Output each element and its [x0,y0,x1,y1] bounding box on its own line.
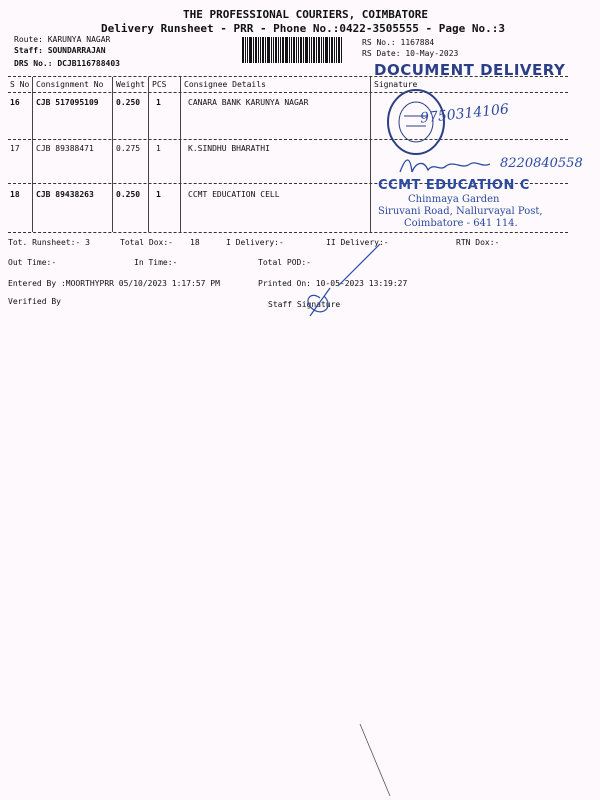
document-delivery-stamp: DOCUMENT DELIVERY [374,61,566,79]
route-label: Route: KARUNYA NAGAR [14,35,111,44]
barcode-bar [273,37,274,63]
column-divider [180,77,181,232]
table-bottom-rule [8,232,568,233]
row-divider [8,139,568,140]
ccmt-stamp-line2: Chinmaya Garden [408,194,500,205]
barcode-bar [289,37,290,63]
row-consignee: CCMT EDUCATION CELL [188,190,280,199]
barcode-bar [336,37,337,63]
barcode-bar [329,37,330,63]
barcode-bar [334,37,335,63]
barcode-bar [255,37,257,63]
handwritten-signature [396,152,496,180]
staff-signature-label: Staff Signature [268,300,341,309]
header-consignment: Consignment No [36,80,104,89]
row-consignment: CJB 517095109 [36,98,99,107]
i-delivery: I Delivery:- [226,238,284,247]
barcode-bar [313,37,315,63]
header-consignee-details: Consignee Details [184,80,266,89]
barcode-bar [280,37,281,63]
barcode-bar [260,37,261,63]
out-time: Out Time:- [8,258,57,267]
in-time: In Time:- [134,258,178,267]
column-divider [370,77,371,232]
barcode-bar [296,37,297,63]
ccmt-stamp-line3: Siruvani Road, Nallurvayal Post, [378,206,543,217]
barcode-bar [316,37,317,63]
barcode-bar [293,37,295,63]
verified-by: Verified By [8,297,61,306]
column-divider [112,77,113,232]
barcode-bar [267,37,270,63]
barcode-bar [305,37,308,63]
entered-by: Entered By :MOORTHYPRR 05/10/2023 1:17:57 PM [8,279,220,288]
barcode-bar [331,37,333,63]
table-top-rule [8,76,568,77]
row-weight: 0.275 [116,144,141,153]
column-divider [148,77,149,232]
printed-on: Printed On: 10-05-2023 13:19:27 [258,279,408,288]
ccmt-stamp-line4: Coimbatore - 641 114. [404,218,518,229]
barcode-bar [247,37,248,63]
row-consignment: CJB 89438263 [36,190,94,199]
header-pcs: PCS [152,80,167,89]
row-sno: 17 [10,144,20,153]
staff-label: Staff: SOUNDARRAJAN [14,46,106,55]
barcode-bar [300,37,302,63]
barcode-bar [245,37,246,63]
row-sno: 16 [10,98,20,107]
row-consignee: K.SINDHU BHARATHI [188,144,270,153]
total-pod: Total POD:- [258,258,311,267]
handwritten-phone-2: 8220840558 [500,156,583,171]
barcode [242,37,354,63]
header-sno: S No [10,80,30,89]
header-signature: Signature [374,80,418,89]
barcode-bar [262,37,264,63]
barcode-bar [282,37,284,63]
barcode-bar [258,37,259,63]
ii-delivery: II Delivery:- [326,238,389,247]
row-weight: 0.250 [116,98,141,107]
barcode-bar [271,37,272,63]
row-consignment: CJB 89388471 [36,144,94,153]
barcode-bar [311,37,312,63]
barcode-bar [298,37,299,63]
barcode-bar [309,37,310,63]
barcode-bar [265,37,266,63]
company-title: THE PROFESSIONAL COURIERS, COIMBATORE [183,8,429,21]
barcode-bar [275,37,277,63]
rs-number: RS No.: 1167884 [362,38,435,47]
barcode-bar [325,37,328,63]
header-weight: Weight [116,80,145,89]
row-sno: 18 [10,190,20,199]
total-dox-label: Total Dox:- [120,238,173,247]
barcode-bar [285,37,288,63]
staff-signature-mark [280,240,390,320]
barcode-bar [291,37,292,63]
barcode-bar [338,37,340,63]
row-pcs: 1 [156,98,161,107]
barcode-bar [249,37,252,63]
barcode-bar [278,37,279,63]
barcode-bar [318,37,320,63]
barcode-bar [242,37,244,63]
drs-number: DRS No.: DCJB116788403 [14,59,120,68]
barcode-bar [323,37,324,63]
row-consignee: CANARA BANK KARUNYA NAGAR [188,98,309,107]
rs-date: RS Date: 10-May-2023 [362,49,459,58]
table-header-rule [8,92,568,93]
barcode-bar [253,37,254,63]
total-dox-value: 18 [190,238,200,247]
row-pcs: 1 [156,144,161,153]
barcode-bar [341,37,342,63]
rtn-dox: RTN Dox:- [456,238,500,247]
total-runsheet: Tot. Runsheet:- 3 [8,238,90,247]
column-divider [32,77,33,232]
barcode-bar [321,37,322,63]
handwritten-phone-1: 9750314106 [419,101,510,127]
barcode-bar [303,37,304,63]
row-weight: 0.250 [116,190,141,199]
ccmt-stamp-title: CCMT EDUCATION C [378,178,530,193]
runsheet-subtitle: Delivery Runsheet - PRR - Phone No.:0422-3505555 - Page No.:3 [101,22,505,35]
stray-pen-mark [356,720,396,800]
row-pcs: 1 [156,190,161,199]
